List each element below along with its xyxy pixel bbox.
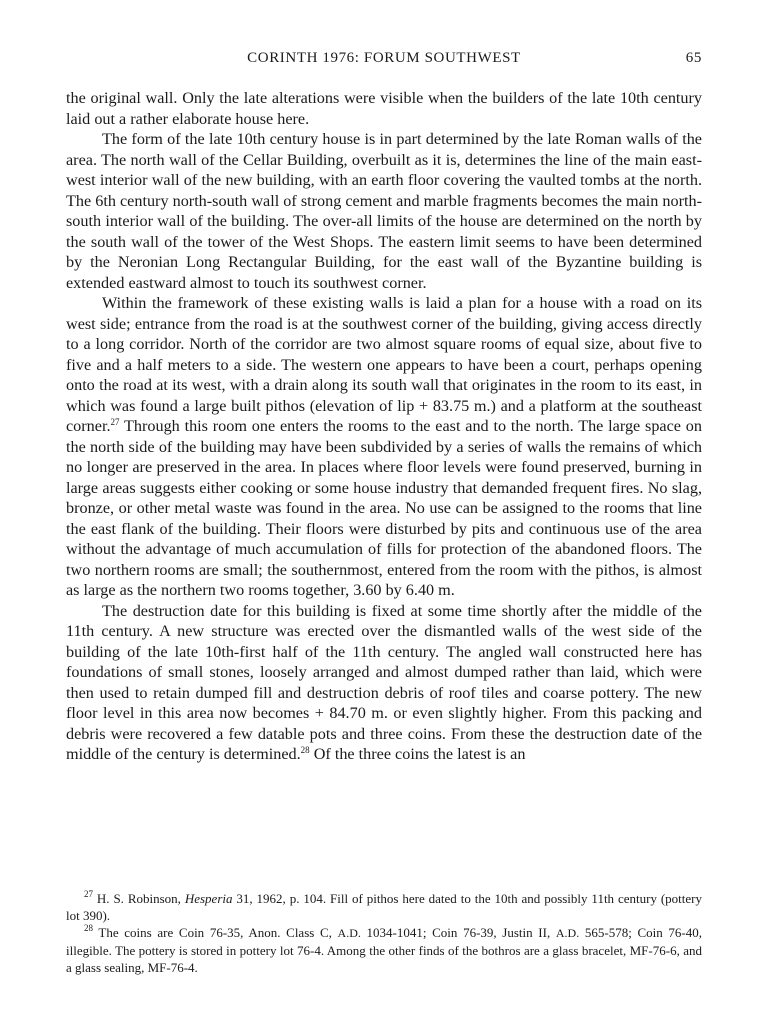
- footnote: [66, 924, 702, 976]
- footnote-number: 27: [84, 889, 93, 899]
- era-label: A.D.: [555, 926, 580, 940]
- paragraph-continued: [66, 88, 702, 129]
- journal-title: Hesperia: [184, 891, 233, 906]
- paragraph-text: The form of the late 10th century house is in part determined by the late Roman walls of the area. The north wall of the Cellar Building, overbuilt as it is, determines the line of the main east-west interior wall of the new building, with an earth floor covering the vaulted tombs at the north. The 6th century north-south wall of strong cement and marble fragments becomes the main north-south interior wall of the building. The over-all limits of the house are determined on the north by the south wall of the tower of the West Shops. The eastern limit seems to have been determined by the Neronian Long Rectangular Building, for the east wall of the Byzantine building is extended eastward almost to touch its southwest corner.: [66, 130, 702, 292]
- paragraph: [66, 293, 702, 601]
- paragraph-text: the original wall. Only the late alterations were visible when the builders of the late 10th century laid out a rather elaborate house here.: [66, 89, 702, 128]
- running-title: CORINTH 1976: FORUM SOUTHWEST: [247, 50, 521, 66]
- footnote-text: 31, 1962, p. 104. Fill of pithos here dated to the 10th and possibly 11th century (pottery lot 390).: [66, 891, 702, 923]
- footnote-text: H. S. Robinson,: [96, 891, 185, 906]
- paragraph: [66, 129, 702, 293]
- body-text: [66, 88, 702, 765]
- era-label: A.D.: [337, 926, 361, 940]
- paragraph-text: Through this room one enters the rooms to the east and to the north. The large space on the north side of the building may have been subdivided by a series of walls the remains of which no longer are preserved in the area. In places where floor levels were found preserved, burning in large areas suggests either cooking or some house industry that demanded frequent fires. No slag, bronze, or other metal waste was found in the area. No use can be assigned to the rooms that line the east flank of the building. Their floors were disturbed by pits and continuous use of the area without the advantage of much accumulation of fills for protection of the abandoned floors. The two northern rooms are small; the southernmost, entered from the room with the pithos, is almost as large as the northern two rooms together, 3.60 by 6.40 m.: [66, 417, 702, 599]
- paragraph-text: Of the three coins the latest is an: [309, 745, 526, 763]
- footnote-text: 565-578; Coin 76-40, illegible. The pottery is stored in pottery lot 76-4. Among the other finds of the bothros are a glass bracelet, MF-76-6, and a glass sealing, MF-76-4.: [66, 925, 702, 975]
- footnote-ref: 27: [110, 417, 120, 427]
- paragraph: [66, 601, 702, 765]
- paragraph-text: The destruction date for this building is fixed at some time shortly after the middle of the 11th century. A new structure was erected over the dismantled walls of the west side of the building of the late 10th-first half of the 11th century. The angled wall constructed here has foundations of small stones, loosely arranged and almost dumped rather than laid, which were then used to retain dumped fill and destruction debris of roof tiles and coarse pottery. The new floor level in this area now becomes + 84.70 m. or even slightly higher. From this packing and debris were recovered a few datable pots and three coins. From these the destruction date of the middle of the century is determined.: [66, 601, 702, 763]
- footnote-text: 1034-1041; Coin 76-39, Justin II,: [360, 925, 556, 940]
- paragraph-text: Within the framework of these existing walls is laid a plan for a house with a road on its west side; entrance from the road is at the southwest corner of the building, giving access directly to a long corridor. North of the corridor are two almost square rooms of equal size, about five to five and a half meters to a side. The western one appears to have been a court, perhaps opening onto the road at its west, with a drain along its south wall that originates in the room to its east, in which was found a large built pithos (elevation of lip + 83.75 m.) and a platform at the southeast corner.: [66, 294, 702, 435]
- footnotes: [66, 890, 702, 976]
- footnote: [66, 890, 702, 924]
- running-header: [66, 50, 702, 72]
- page-number: 65: [685, 50, 702, 66]
- footnote-number: 28: [84, 923, 93, 933]
- footnote-text: The coins are Coin 76-35, Anon. Class C,: [98, 925, 338, 940]
- footnote-ref: 28: [300, 745, 310, 755]
